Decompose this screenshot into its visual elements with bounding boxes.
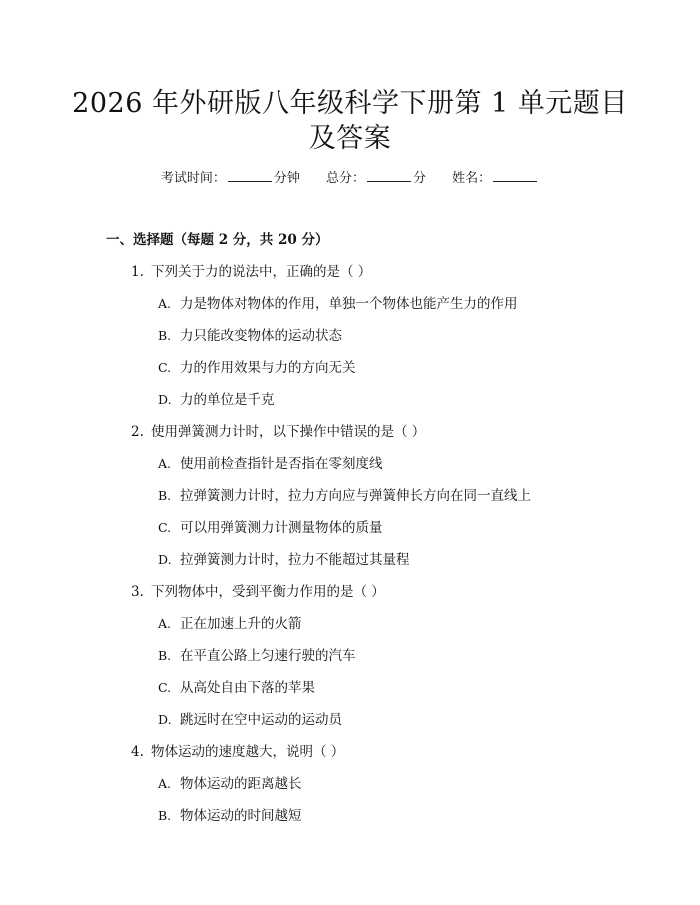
option-letter: A.	[158, 456, 172, 471]
option-2d	[158, 551, 410, 569]
option-2b	[158, 487, 531, 505]
score-unit: 分	[413, 171, 427, 186]
option-3c	[158, 679, 315, 697]
option-text: 从高处自由下落的苹果	[180, 680, 315, 696]
option-text: 力只能改变物体的运动状态	[180, 328, 342, 344]
option-1a	[158, 295, 518, 313]
option-letter: D.	[158, 712, 172, 727]
option-2a	[158, 455, 383, 473]
option-text: 使用前检查指针是否指在零刻度线	[180, 456, 383, 472]
name-blank	[493, 169, 537, 182]
score-blank	[367, 169, 411, 182]
option-2c	[158, 519, 383, 537]
option-text: 力是物体对物体的作用，单独一个物体也能产生力的作用	[180, 296, 518, 312]
option-letter: B.	[158, 808, 172, 823]
option-text: 可以用弹簧测力计测量物体的质量	[180, 520, 383, 536]
question-number: 1.	[131, 264, 144, 280]
option-text: 正在加速上升的火箭	[180, 616, 302, 632]
option-letter: D.	[158, 392, 172, 407]
time-label: 考试时间：	[160, 171, 226, 186]
question-text: 物体运动的速度越大，说明（ ）	[151, 744, 345, 760]
score-field	[326, 171, 430, 186]
option-1b	[158, 327, 342, 345]
exam-title-line2: 及答案	[308, 123, 392, 154]
question-text: 下列物体中，受到平衡力作用的是（ ）	[151, 584, 385, 600]
option-letter: B.	[158, 488, 172, 503]
option-4b	[158, 807, 302, 825]
question-1	[131, 263, 371, 281]
question-3	[131, 583, 385, 601]
option-letter: A.	[158, 616, 172, 631]
option-letter: A.	[158, 296, 172, 311]
name-field	[452, 171, 539, 186]
time-blank	[228, 169, 272, 182]
question-4	[131, 743, 344, 761]
option-text: 拉弹簧测力计时，拉力不能超过其量程	[180, 552, 410, 568]
option-letter: B.	[158, 328, 172, 343]
question-number: 4.	[131, 744, 144, 760]
time-field	[161, 171, 304, 186]
option-1c	[158, 359, 356, 377]
question-number: 2.	[131, 424, 144, 440]
option-text: 跳远时在空中运动的运动员	[180, 712, 342, 728]
option-3b	[158, 647, 356, 665]
option-text: 力的作用效果与力的方向无关	[180, 360, 356, 376]
option-text: 拉弹簧测力计时，拉力方向应与弹簧伸长方向在同一直线上	[180, 488, 531, 504]
option-letter: C.	[158, 680, 172, 695]
option-text: 物体运动的距离越长	[180, 776, 302, 792]
option-letter: C.	[158, 520, 172, 535]
option-letter: C.	[158, 360, 172, 375]
option-3d	[158, 711, 342, 729]
name-label: 姓名：	[452, 171, 492, 186]
question-2	[131, 423, 425, 441]
option-text: 物体运动的时间越短	[180, 808, 302, 824]
option-letter: D.	[158, 552, 172, 567]
option-letter: A.	[158, 776, 172, 791]
score-label: 总分：	[325, 171, 365, 186]
option-text: 在平直公路上匀速行驶的汽车	[180, 648, 356, 664]
exam-info-row	[0, 169, 700, 188]
question-text: 下列关于力的说法中，正确的是（ ）	[151, 264, 372, 280]
option-text: 力的单位是千克	[180, 392, 275, 408]
question-text: 使用弹簧测力计时，以下操作中错误的是（ ）	[151, 424, 426, 440]
option-3a	[158, 615, 302, 633]
option-4a	[158, 775, 302, 793]
exam-title-line1: 2026 年外研版八年级科学下册第 1 单元题目	[72, 88, 628, 119]
option-1d	[158, 391, 275, 409]
section-heading: 一、选择题（每题 2 分，共 20 分）	[106, 232, 329, 248]
question-number: 3.	[131, 584, 144, 600]
option-letter: B.	[158, 648, 172, 663]
time-unit: 分钟	[273, 171, 300, 186]
